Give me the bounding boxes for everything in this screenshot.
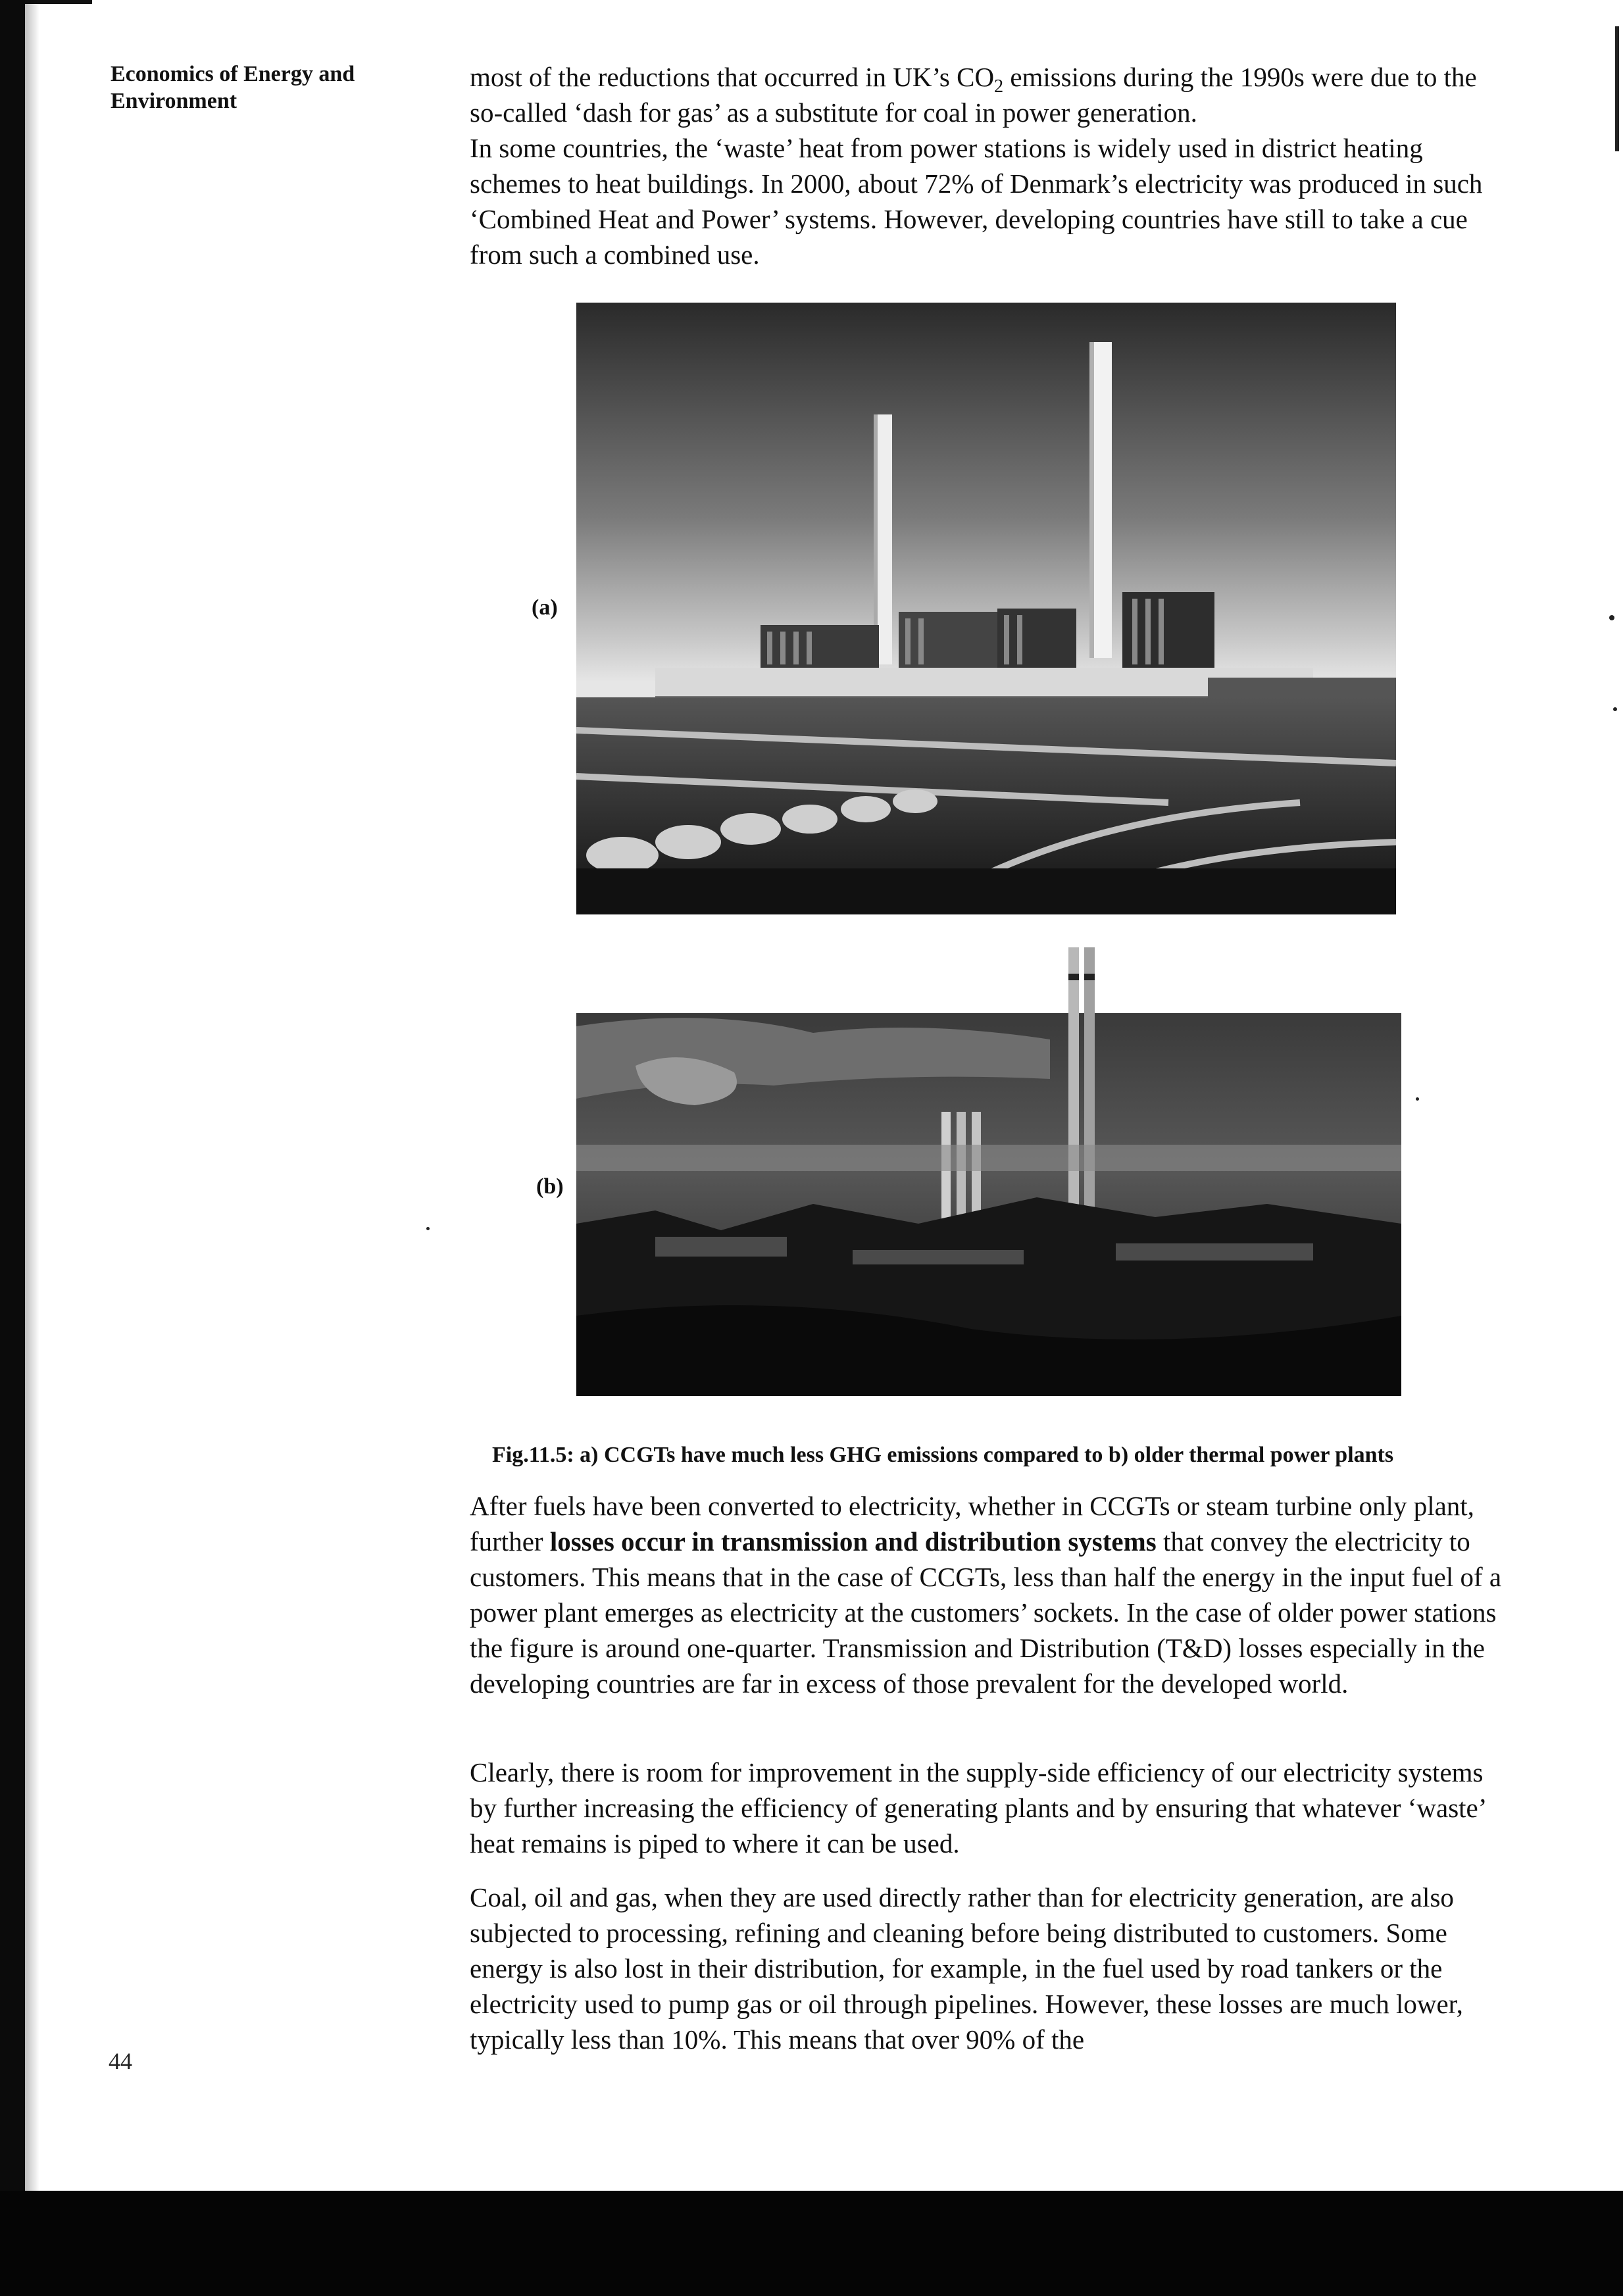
running-head-line: Environment — [111, 89, 237, 114]
scan-speck — [426, 1227, 430, 1230]
running-head-line: Economics of Energy and — [111, 62, 355, 86]
paragraph-td-losses — [470, 1488, 1516, 1701]
running-head — [111, 61, 400, 115]
scan-speck — [1609, 615, 1614, 620]
text-run: most of the reductions that occurred in UK’s CO — [470, 62, 995, 92]
figure-label-a: (a) — [532, 595, 558, 620]
figure-caption: Fig.11.5: a) CCGTs have much less GHG emissions compared to b) older thermal power plants — [492, 1443, 1394, 1467]
text-run: that convey the electricity to customers. This means that in the case of CCGTs, less than half the energy in the input fuel of a power plant emerges as electricity at the customers’ sockets. In the case of older power stations the figure is around one-quarter. Transmission and Distribution (T&D) losses especially in the developing countries are far in excess of those prevalent for the developed world. — [470, 1526, 1502, 1699]
ccgt-plant-photo — [576, 303, 1396, 914]
scan-edge-mark — [1615, 26, 1619, 151]
page-number: 44 — [109, 2048, 132, 2074]
text-run: emissions during the 1990s were due to the so-called ‘dash for gas’ as a substitute for coal in power generation. — [470, 62, 1477, 128]
emphasis-losses: losses occur in transmission and distribution systems — [549, 1526, 1157, 1557]
scan-binding-shadow — [0, 0, 25, 2191]
paragraph-chp: In some countries, the ‘waste’ heat from power stations is widely used in district heating schemes to heat buildings. In 2000, about 72% of Denmark’s electricity was produced in such ‘Combined Heat and Power’ systems. However, developing countries have still to take a cue from such a combined use. — [470, 133, 1483, 270]
paragraph-dash-for-gas — [470, 59, 1516, 130]
old-thermal-plant-photo — [576, 947, 1401, 1396]
paragraph-supply-side-efficiency: Clearly, there is room for improvement in the supply-side efficiency of our electricity systems by further increasing the efficiency of generating plants and by ensuring that whatever ‘waste’ heat remains is piped to where it can be used. — [470, 1757, 1486, 1859]
scan-speck — [1416, 1097, 1419, 1101]
figure-label-b: (b) — [536, 1174, 564, 1199]
subscript: 2 — [994, 76, 1004, 97]
text-run: After fuels have been converted to electricity, whether in CCGTs or steam turbine only plant, further — [470, 1491, 1474, 1557]
scan-speck — [1613, 707, 1617, 711]
scan-bottom-border — [0, 2191, 1623, 2296]
paragraph-coal-oil-gas: Coal, oil and gas, when they are used directly rather than for electricity generation, are also subjected to processing, refining and cleaning before being distributed to customers. Some energy is also lost in their distribution, for example, in the fuel used by road tankers or the electricity used to pump gas or oil through pipelines. However, these losses are much lower, typically less than 10%. This means that over 90% of the — [470, 1882, 1463, 2055]
